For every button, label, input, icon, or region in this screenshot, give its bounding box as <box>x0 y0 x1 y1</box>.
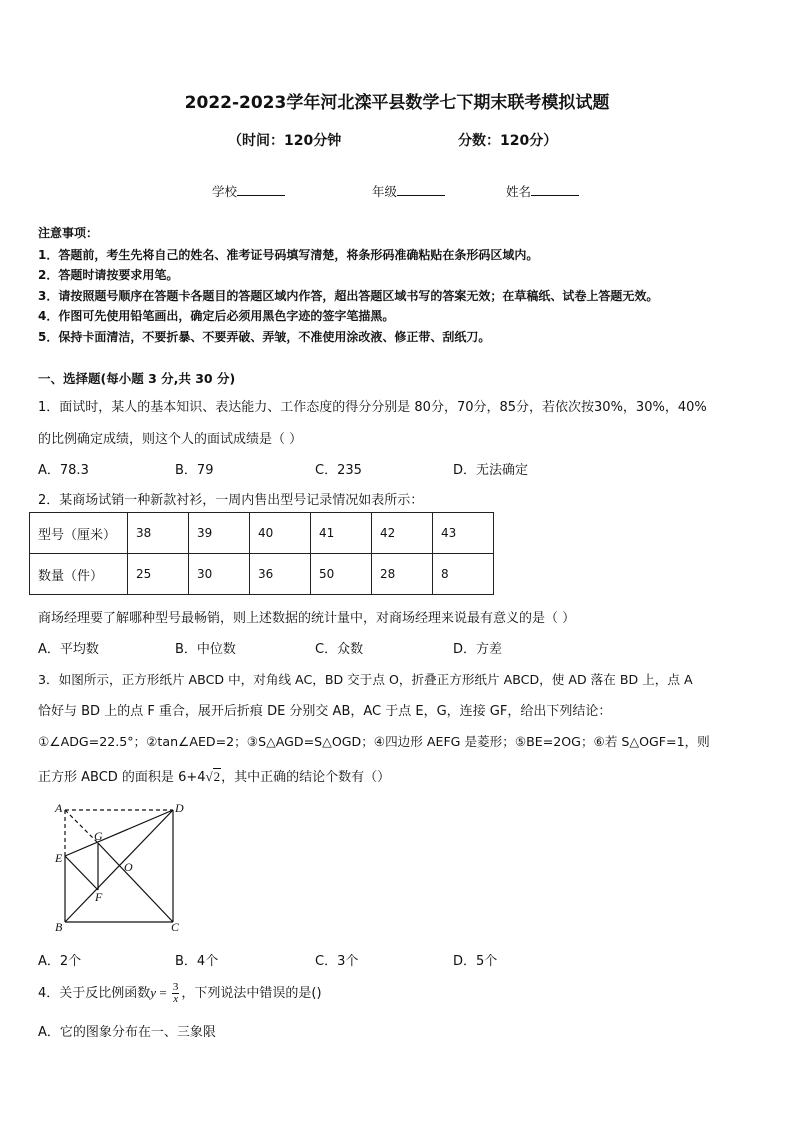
q4-fraction-numerator: 3 <box>172 981 179 993</box>
label-d: D <box>175 801 184 815</box>
table-cell: 30 <box>189 554 250 595</box>
crease-ed <box>65 810 173 856</box>
q2-stem: 2．某商场试销一种新款衬衫，一周内售出型号记录情况如表所示： <box>38 493 424 508</box>
q4-stem-pre: 4．关于反比例函数 <box>38 986 151 1001</box>
q2-question: 商场经理要了解哪种型号最畅销，则上述数据的统计量中，对商场经理来说最有意义的是（ ） <box>38 611 576 626</box>
notice-item: 1．答题前，考生先将自己的姓名、准考证号码填写清楚，将条形码准确粘贴在条形码区域内。 <box>38 248 539 262</box>
sqrt-radicand: 2 <box>213 769 221 784</box>
q4-stem-post: ，下列说法中错误的是() <box>181 986 322 1001</box>
table-row <box>30 513 494 554</box>
exam-score: 分数：120分） <box>458 133 558 149</box>
q2-option-b: B．中位数 <box>175 642 236 657</box>
q4-func-eq: = <box>156 985 170 1000</box>
segment-ef <box>65 856 98 890</box>
label-a: A <box>55 801 63 815</box>
name-blank <box>531 183 579 196</box>
table-cell: 型号（厘米） <box>30 513 128 554</box>
label-o: O <box>124 860 133 874</box>
q1-option-d: D．无法确定 <box>453 463 529 478</box>
table-cell: 41 <box>311 513 372 554</box>
q3-line4-post: ，其中正确的结论个数有（） <box>221 770 391 785</box>
notice-item: 4．作图可先使用铅笔画出，确定后必须用黑色字迹的签字笔描黑。 <box>38 309 395 323</box>
q1-stem-line1: 1．面试时，某人的基本知识、表达能力、工作态度的得分分别是 80分，70分，85分，若依次按30%，30%，40% <box>38 400 707 415</box>
table-cell: 50 <box>311 554 372 595</box>
q3-stem-line1: 3．如图所示，正方形纸片 ABCD 中，对角线 AC，BD 交于点 O，折叠正方形纸片 ABCD，使 AD 落在 BD 上，点 A <box>38 672 693 687</box>
table-cell: 数量（件） <box>30 554 128 595</box>
grade-field <box>372 182 445 200</box>
name-field <box>506 182 579 200</box>
school-blank <box>237 183 285 196</box>
q4-option-a: A．它的图象分布在一、三象限 <box>38 1025 216 1040</box>
label-g: G <box>94 829 103 843</box>
q2-option-c: C．众数 <box>315 642 364 657</box>
q2-table <box>29 512 494 595</box>
q1-option-a: A．78.3 <box>38 463 89 478</box>
diagonal-gc <box>98 843 173 922</box>
q3-stem-line4 <box>38 766 390 785</box>
sqrt-expression: √2 <box>205 769 221 784</box>
page-title: 2022-2023学年河北滦平县数学七下期末联考模拟试题 <box>184 93 610 113</box>
q3-stem-line3: ①∠ADG=22.5°；②tan∠AED=2；③S△AGD=S△OGD；④四边形 AEFG 是菱形；⑤BE=2OG；⑥若 S△OGF=1，则 <box>38 734 710 749</box>
school-field <box>212 182 285 200</box>
q1-option-b: B．79 <box>175 463 214 478</box>
table-cell: 38 <box>128 513 189 554</box>
table-cell: 40 <box>250 513 311 554</box>
label-b: B <box>55 920 63 934</box>
notice-heading: 注意事项： <box>38 226 99 240</box>
q3-option-b: B．4个 <box>175 954 219 969</box>
grade-blank <box>397 183 445 196</box>
label-e: E <box>55 851 63 865</box>
q3-line4-pre: 正方形 ABCD 的面积是 6+4 <box>38 770 206 785</box>
q3-option-a: A．2个 <box>38 954 82 969</box>
label-c: C <box>171 920 180 934</box>
school-label: 学校 <box>212 184 238 199</box>
q3-square-figure <box>48 800 188 934</box>
name-label: 姓名 <box>506 184 532 199</box>
notice-item: 5．保持卡面清洁，不要折暴、不要弄破、弄皱，不准使用涂改液、修正带、刮纸刀。 <box>38 330 491 344</box>
q3-stem-line2: 恰好与 BD 上的点 F 重合，展开后折痕 DE 分别交 AB，AC 于点 E，G，连接 GF，给出下列结论： <box>38 704 612 719</box>
table-cell: 42 <box>372 513 433 554</box>
q3-option-c: C．3个 <box>315 954 359 969</box>
q3-option-d: D．5个 <box>453 954 498 969</box>
q1-option-c: C．235 <box>315 463 362 478</box>
table-cell: 36 <box>250 554 311 595</box>
section-heading: 一、选择题(每小题 3 分,共 30 分) <box>38 371 236 386</box>
q4-fraction <box>172 982 180 1005</box>
label-f: F <box>95 890 103 904</box>
notice-item: 3．请按照题号顺序在答题卡各题目的答题区域内作答，超出答题区域书写的答案无效；在草稿纸、试卷上答题无效。 <box>38 289 659 303</box>
notice-item: 2．答题时请按要求用笔。 <box>38 268 179 282</box>
exam-time: （时间：120分钟 <box>228 133 342 149</box>
table-cell: 39 <box>189 513 250 554</box>
q2-option-d: D．方差 <box>453 642 503 657</box>
q4-fraction-denominator: x <box>173 993 179 1005</box>
q4-stem <box>38 980 322 1007</box>
grade-label: 年级 <box>372 184 398 199</box>
table-cell: 25 <box>128 554 189 595</box>
table-cell: 43 <box>433 513 494 554</box>
table-cell: 8 <box>433 554 494 595</box>
table-cell: 28 <box>372 554 433 595</box>
q2-option-a: A．平均数 <box>38 642 99 657</box>
table-row <box>30 554 494 595</box>
q4-func-y: y <box>150 985 157 1000</box>
q1-stem-line2: 的比例确定成绩，则这个人的面试成绩是（ ） <box>38 432 303 447</box>
